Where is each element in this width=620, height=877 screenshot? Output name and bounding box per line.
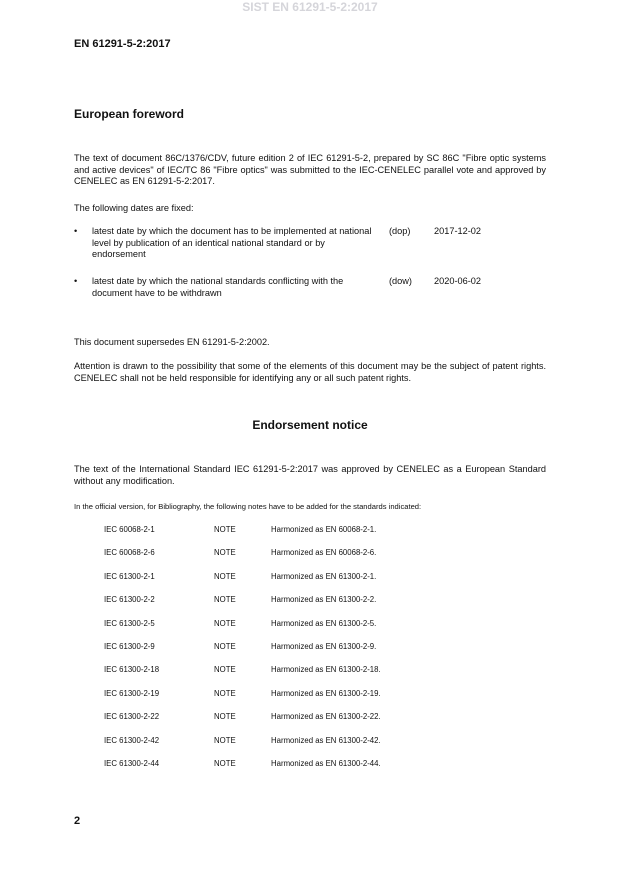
note-standard: IEC 61300-2-18 xyxy=(104,665,160,675)
note-label: NOTE xyxy=(214,688,236,698)
note-standard: IEC 60068-2-6 xyxy=(104,548,155,558)
note-label: NOTE xyxy=(214,548,236,558)
note-text: Harmonized as EN 61300-2-19. xyxy=(271,688,381,698)
date-item-code: (dow) xyxy=(389,276,412,286)
page-number: 2 xyxy=(74,815,81,827)
foreword-heading: European foreword xyxy=(74,107,185,121)
document-id: EN 61291-5-2:2017 xyxy=(74,38,171,50)
date-item-text: latest date by which the national standards conflicting with the document have to be withdrawn xyxy=(92,276,344,298)
note-standard: IEC 61300-2-2 xyxy=(104,595,155,605)
note-row xyxy=(104,572,464,595)
note-row xyxy=(104,736,464,759)
note-standard: IEC 61300-2-1 xyxy=(104,571,155,581)
note-row xyxy=(104,689,464,712)
date-item-date: 2020-06-02 xyxy=(434,276,481,286)
date-item-code: (dop) xyxy=(389,226,411,236)
note-label: NOTE xyxy=(214,712,236,722)
note-label: NOTE xyxy=(214,595,236,605)
note-row xyxy=(104,642,464,665)
bibliography-intro: In the official version, for Bibliography, the following notes have to be added for the standards indicated: xyxy=(74,502,422,511)
note-label: NOTE xyxy=(214,641,236,651)
note-text: Harmonized as EN 60068-2-1. xyxy=(271,525,377,534)
note-label: NOTE xyxy=(214,618,236,628)
note-text: Harmonized as EN 61300-2-9. xyxy=(271,641,377,651)
note-text: Harmonized as EN 61300-2-44. xyxy=(271,758,381,768)
note-text: Harmonized as EN 61300-2-18. xyxy=(271,665,381,675)
foreword-paragraph: The text of document 86C/1376/CDV, future edition 2 of IEC 61291-5-2, prepared by SC 86C "Fibre optic systems and active devices" of IEC/TC 86 "Fibre optics" was submitted to the IEC-CENELEC parallel vote and approved by CENELEC as EN 61291-5-2:2017. xyxy=(74,153,546,186)
note-standard: IEC 61300-2-19 xyxy=(104,688,160,698)
note-text: Harmonized as EN 61300-2-42. xyxy=(271,735,381,745)
note-standard: IEC 61300-2-22 xyxy=(104,712,160,722)
note-label: NOTE xyxy=(214,571,236,581)
note-label: NOTE xyxy=(214,665,236,675)
note-label: NOTE xyxy=(214,735,236,745)
note-row xyxy=(104,759,464,782)
supersedes-paragraph: This document supersedes EN 61291-5-2:2002. xyxy=(74,337,270,347)
note-standard: IEC 61300-2-42 xyxy=(104,735,160,745)
note-standard: IEC 61300-2-9 xyxy=(104,641,155,651)
date-item-text: latest date by which the document has to be implemented at national level by publication of an identical national standard or by endorsement xyxy=(92,226,372,259)
note-row xyxy=(104,525,464,548)
note-label: NOTE xyxy=(214,758,236,768)
bullet-icon: • xyxy=(74,276,78,286)
bibliography-notes xyxy=(104,525,464,782)
note-label: NOTE xyxy=(214,525,236,534)
endorsement-heading: Endorsement notice xyxy=(252,418,368,432)
note-standard: IEC 61300-2-44 xyxy=(104,758,160,768)
note-standard: IEC 60068-2-1 xyxy=(104,525,155,534)
dates-intro: The following dates are fixed: xyxy=(74,203,194,213)
note-row xyxy=(104,548,464,571)
note-row xyxy=(104,619,464,642)
note-text: Harmonized as EN 61300-2-5. xyxy=(271,618,377,628)
note-text: Harmonized as EN 61300-2-1. xyxy=(271,571,377,581)
note-row xyxy=(104,595,464,618)
note-row xyxy=(104,712,464,735)
watermark: SIST EN 61291-5-2:2017 xyxy=(242,0,378,14)
note-standard: IEC 61300-2-5 xyxy=(104,618,155,628)
date-item-date: 2017-12-02 xyxy=(434,226,481,236)
note-text: Harmonized as EN 60068-2-6. xyxy=(271,548,377,558)
note-text: Harmonized as EN 61300-2-2. xyxy=(271,595,377,605)
note-row xyxy=(104,665,464,688)
bullet-icon: • xyxy=(74,226,78,236)
patent-paragraph: Attention is drawn to the possibility that some of the elements of this document may be the subject of patent rights. CENELEC shall not be held responsible for identifying any or all such patent rights. xyxy=(74,361,546,383)
endorsement-paragraph: The text of the International Standard IEC 61291-5-2:2017 was approved by CENELEC as a European Standard without any modification. xyxy=(74,464,546,486)
note-text: Harmonized as EN 61300-2-22. xyxy=(271,712,381,722)
